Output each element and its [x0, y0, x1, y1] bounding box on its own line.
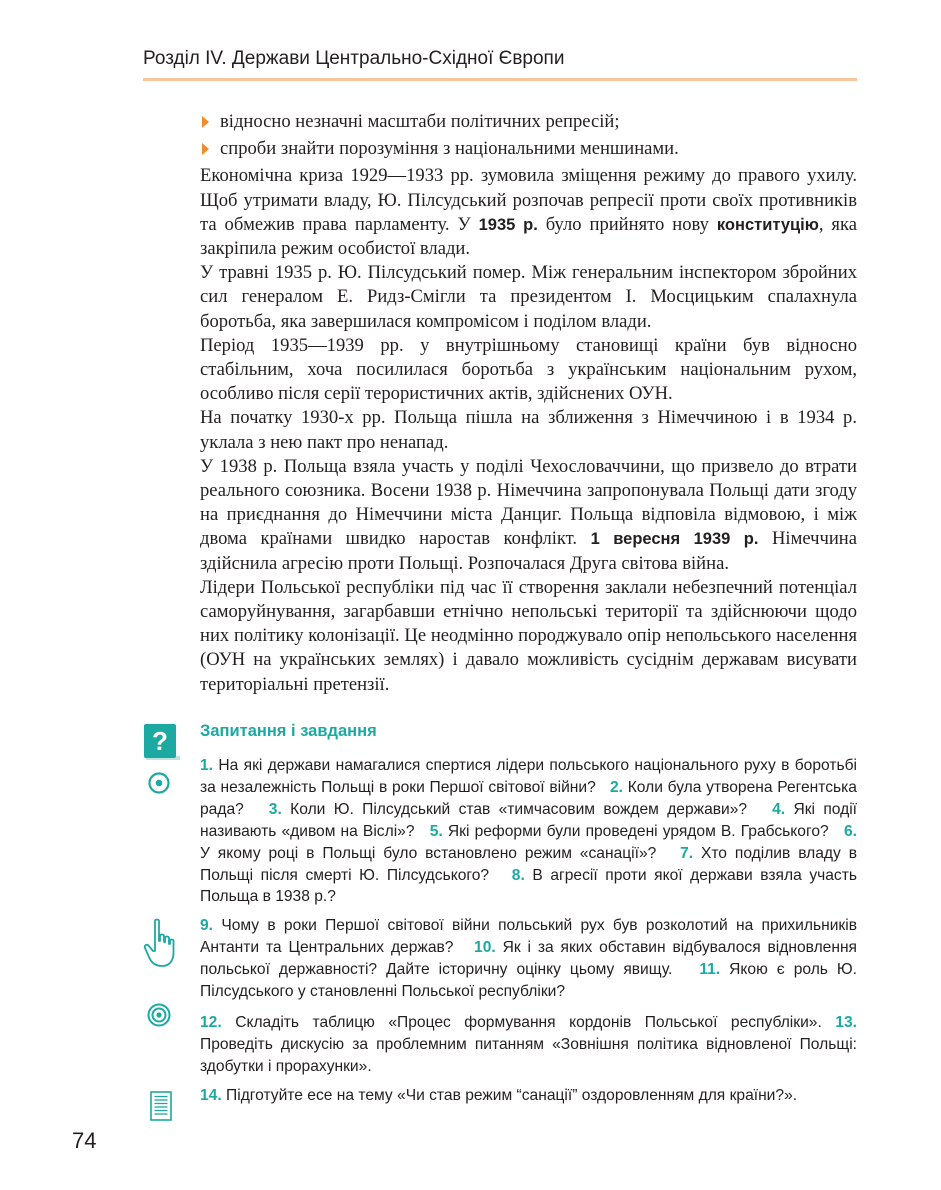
paragraph: Період 1935—1939 рр. у внутрішньому становищі країни був відносно стабільним, хоча посилилася боротьба з українським національним рухом, особливо після серії терористичних актів, здійснених ОУН.	[200, 334, 857, 405]
question-number: 14.	[200, 1087, 222, 1104]
question-number: 6.	[843, 822, 857, 840]
question-number: 11.	[699, 960, 721, 978]
paragraph-text: Економічна криза 1929—1933 рр. зумовила зміщення режиму до правого ухилу. Щоб утримати владу, Ю. Пілсудський розпочав репресії проти своїх противників та обмежив права парламенту. У	[200, 165, 857, 235]
paragraph: На початку 1930-х рр. Польща пішла на зближення з Німеччиною і в 1934 р. уклала з нею пакт про ненапад.	[200, 407, 857, 453]
question-text: У якому році в Польщі було встановлено режим «санації»?	[200, 844, 657, 862]
question-number: 13.	[835, 1014, 857, 1031]
paragraph	[200, 455, 857, 576]
question-number: 1.	[200, 757, 214, 774]
paragraph-text: , яка закріпила режим особистої влади.	[200, 213, 857, 260]
question-number: 5.	[429, 822, 443, 840]
question-number: 2.	[609, 778, 623, 796]
question-text: Хто поділив владу в Польщі після смерті Ю. Пілсудського?	[200, 844, 857, 884]
question-number: 4.	[772, 800, 786, 818]
question-text: Підготуйте есе на тему «Чи став режим “санації” оздоровленням для країни?».	[226, 1087, 798, 1104]
question-number: 9.	[200, 917, 214, 934]
bullet-arrow-icon	[202, 143, 209, 155]
list-item	[200, 137, 857, 161]
bullet-text: відносно незначні масштаби політичних репресій;	[220, 111, 620, 132]
document-lines-icon	[150, 1091, 172, 1121]
question-text: Складіть таблицю «Процес формування кордонів Польської республіки».	[235, 1014, 822, 1031]
question-text: Коли була утворена Регентська рада?	[200, 778, 857, 818]
question-number: 12.	[200, 1014, 222, 1031]
page-number: 74	[72, 1128, 97, 1153]
list-item	[200, 110, 857, 134]
page-header-title: Розділ IV. Держави Центрально-Східної Європи	[143, 48, 565, 69]
question-number: 3.	[268, 800, 282, 818]
paragraph	[200, 164, 857, 261]
bullet-arrow-icon	[202, 116, 209, 128]
question-text: В агресії проти якої держави взяла участь Польща в 1938 р.?	[200, 866, 857, 906]
question-text: Як і за яких обставин відбувалося відновлення польської державності? Дайте історичну оцінку цьому явищу.	[200, 938, 858, 978]
question-mark-icon	[144, 724, 176, 758]
question-text: Коли Ю. Пілсудський став «тимчасовим вождем держави»?	[290, 800, 748, 818]
question-text: Чому в роки Першої світової війни польський рух був розколотий на прихильників Антанти та Центральних держав?	[200, 917, 857, 956]
highlight-date: 1 вересня 1939 р.	[590, 530, 759, 549]
paragraph-text: Німеччина здійснила агресію проти Польщі. Розпочалася Друга світова війна.	[200, 528, 857, 574]
question-group-practice	[200, 1012, 857, 1078]
highlight-term: конституцію	[716, 215, 819, 234]
main-text	[200, 110, 857, 697]
question-group-knowledge	[200, 755, 857, 908]
paragraph-text: було прийнято нову	[537, 213, 717, 235]
question-text: Проведіть дискусію за проблемним питанням «Зовнішня політика відновленої Польщі: здобутки і прорахунки».	[200, 1035, 857, 1075]
header-divider	[143, 78, 857, 81]
question-text: Якою є роль Ю. Пілсудського у становленні Польської республіки?	[200, 960, 857, 1000]
question-text: Які події називають «дивом на Віслі»?	[200, 800, 858, 840]
question-group-creative	[200, 1085, 857, 1107]
paragraph: У травні 1935 р. Ю. Пілсудський помер. Між генеральним інспектором збройних сил генералом Е. Ридз-Смігли та президентом І. Мосцицьким спалахнула боротьба, яка завершилася компромісом і поділом влади.	[200, 262, 857, 332]
paragraph: Лідери Польської республіки під час її створення заклали небезпечний потенціал саморуйнування, загарбавши етнічно непольські території та здійснюючи щодо них політику колонізації. Це неодмінно породжувало опір непольського населення (ОУН на українських землях) і давало можливість сусіднім державам висувати територіальні претензії.	[200, 576, 857, 695]
question-symbol: ?	[152, 726, 168, 756]
question-number: 7.	[680, 844, 694, 862]
question-text: Які реформи були проведені урядом В. Грабського?	[447, 822, 829, 840]
highlight-date: 1935 р.	[478, 215, 538, 234]
pointing-hand-icon	[143, 917, 175, 969]
question-number: 8.	[511, 866, 525, 884]
question-number: 10.	[474, 938, 496, 956]
paragraph-text: У 1938 р. Польща взяла участь у поділі Чехословаччини, що призвело до втрати реального союзника. Восени 1938 р. Німеччина запропонувала Польщі дати згоду на приєднання до Німеччини міста Данциг. Польща відповіла відмовою, і між двома країнами швидко наростав конфлікт.	[200, 455, 857, 550]
bullet-text: спроби знайти порозуміння з національними меншинами.	[220, 138, 679, 160]
section-title: Запитання і завдання	[200, 722, 377, 740]
target-dot-icon	[147, 771, 171, 795]
question-group-analysis	[200, 915, 857, 1003]
concentric-circles-icon	[146, 1002, 172, 1028]
question-text: На які держави намагалися спертися лідери польського національного руху в боротьбі за незалежність Польщі в роки Першої світової війни?	[200, 757, 857, 796]
